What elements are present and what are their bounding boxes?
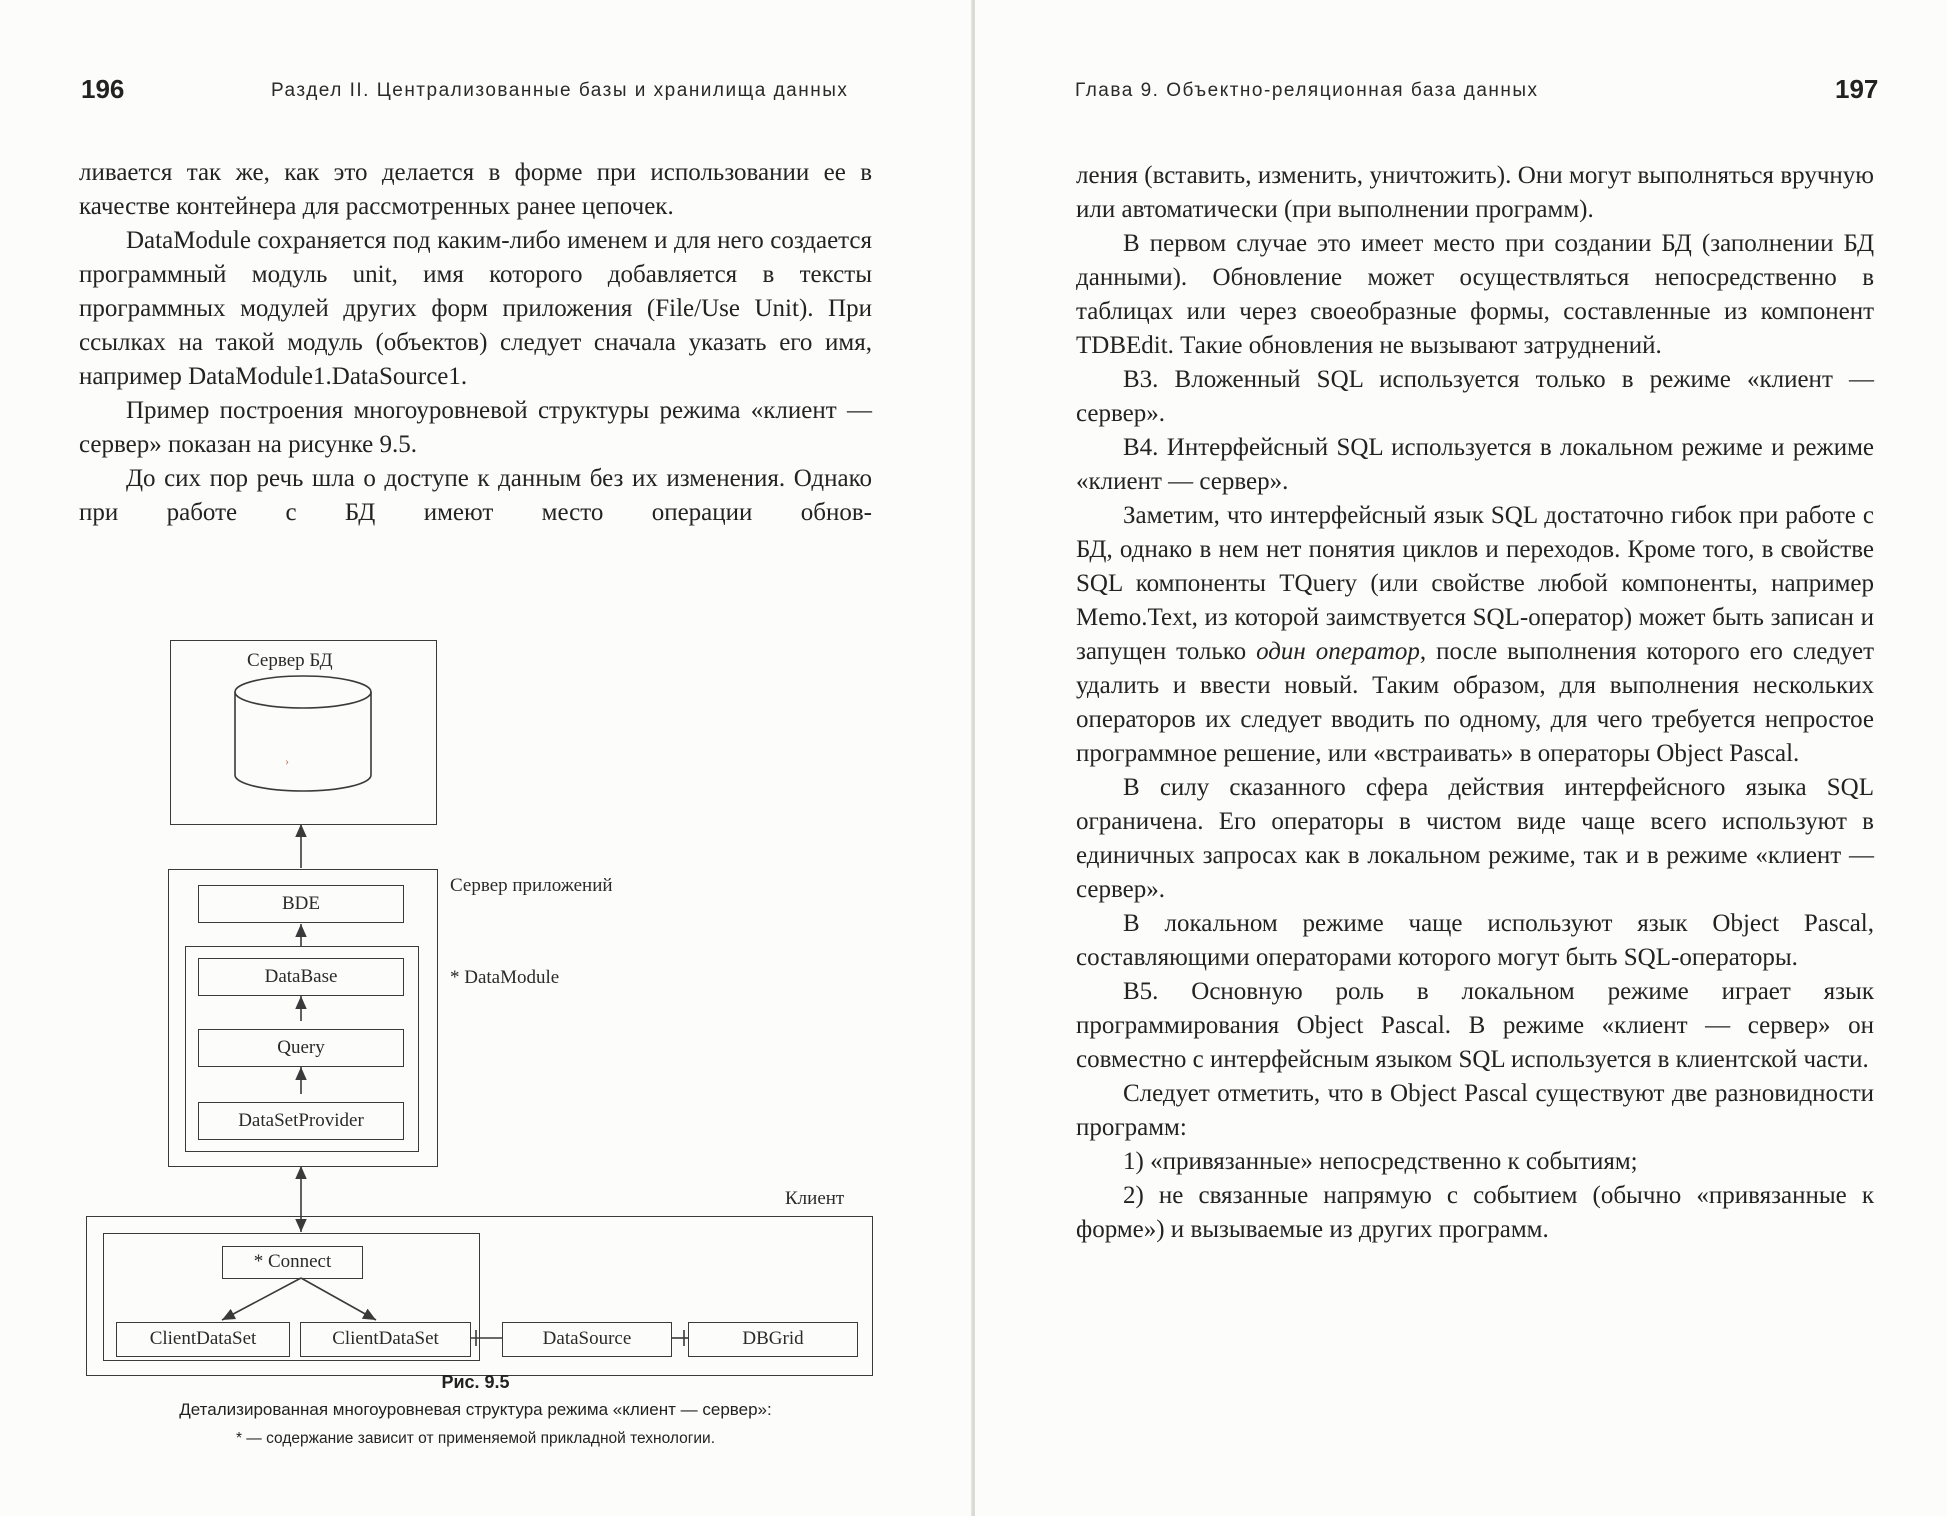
paragraph: До сих пор речь шла о доступе к данным без их изменения. Однако при работе с БД имеют место операции обнов- [79,465,872,526]
paragraph: В силу сказанного сфера действия интерфейсного языка SQL ограничена. Его операторы в чистом виде чаще всего используют в единичных запросах как в локальном режиме, так и в режиме «клиент — сервер». [1076,774,1874,903]
client-label: Клиент [785,1188,845,1209]
paragraph: В3. Вложенный SQL используется только в режиме «клиент — сервер». [1076,366,1874,427]
paragraph: В5. Основную роль в локальном режиме играет язык программирования Object Pascal. В режиме «клиент — сервер» он совместно с интерфейсным языком SQL используется в клиентской части. [1076,978,1874,1073]
page-number-right: 197 [1835,74,1879,104]
svg-text:›: › [285,754,289,768]
emphasis-text: один оператор [1256,638,1420,665]
list-item: 2) не связанные напрямую с событием (обычно «привязанные к форме») и вызываемые из других программ. [1076,1182,1874,1243]
query-box: Query [198,1029,404,1067]
database-box: DataBase [198,958,404,996]
app-server-label: Сервер приложений [450,875,613,896]
paragraph: ления (вставить, изменить, уничтожить). Они могут выполняться вручную или автоматически (при выполнении программ). [1076,162,1874,223]
paragraph [1076,499,1874,771]
paragraph: В локальном режиме чаще используют язык Object Pascal, составляющими операторами которого могут быть SQL-операторы. [1076,910,1874,971]
running-head-left: Раздел II. Централизованные базы и хранилища данных [271,80,849,101]
db-server-label: Сервер БД [247,650,333,671]
paragraph: ливается так же, как это делается в форме при использовании ее в качестве контейнера для рассмотренных ранее цепочек. [79,159,872,220]
right-body-text [1076,159,1874,1247]
paragraph: В4. Интерфейсный SQL используется в локальном режиме и режиме «клиент — сервер». [1076,434,1874,495]
datasetprovider-box: DataSetProvider [198,1102,404,1140]
right-page [975,0,1947,1516]
clientdataset-box: ClientDataSet [116,1322,290,1357]
paragraph-part: , после выполнения которого его следует удалить и ввести новый. Таким образом, для выполнения нескольких операторов их следует вводить по одному, для чего требуется непростое программное решение, или «встраивать» в операторы Object Pascal. [1076,638,1875,767]
running-head-right: Глава 9. Объектно-реляционная база данных [1075,80,1539,101]
paragraph-part: Заметим, что интерфейсный язык SQL достаточно гибок при работе с БД, однако в нем нет понятия циклов и переходов. Кроме того, в свойстве SQL компоненты TQuery (или свойстве любой компоненты, например Memo.Text, из которой заимствуется SQL-оператор) может быть записан и запущен только [1076,502,1874,665]
left-page [0,0,972,1516]
figure-caption-text: Детализированная многоуровневая структура режима «клиент — сервер»: [179,1400,772,1419]
clientdataset-box: ClientDataSet [300,1322,471,1357]
figure-caption-title: Рис. 9.5 [441,1372,510,1392]
dbgrid-box: DBGrid [688,1322,858,1357]
paragraph: DataModule сохраняется под каким-либо именем и для него создается программный модуль unit, имя которого добавляется в тексты программных модулей других форм приложения (File/Use Unit). При ссылках на такой модуль (объектов) следует сначала указать его имя, например DataModule1.DataSource1. [79,227,872,390]
paragraph: Пример построения многоуровневой структуры режима «клиент — сервер» показан на рисунке 9.5. [79,397,872,458]
datamodule-label: * DataModule [450,967,560,988]
datasource-box: DataSource [502,1322,672,1357]
page-number-left: 196 [81,74,125,104]
list-item: 1) «привязанные» непосредственно к событиям; [1123,1148,1638,1175]
figure-caption-note: * — содержание зависит от применяемой прикладной технологии. [235,1430,716,1447]
paragraph: Следует отметить, что в Object Pascal существуют две разновидности программ: [1076,1080,1874,1141]
bde-box: BDE [198,885,404,923]
paragraph: В первом случае это имеет место при создании БД (заполнении БД данными). Обновление может осуществляться непосредственно в таблицах или через своеобразные формы, составленные из компонент TDBEdit. Такие обновления не вызывают затруднений. [1076,230,1874,359]
connect-box: * Connect [222,1246,363,1279]
